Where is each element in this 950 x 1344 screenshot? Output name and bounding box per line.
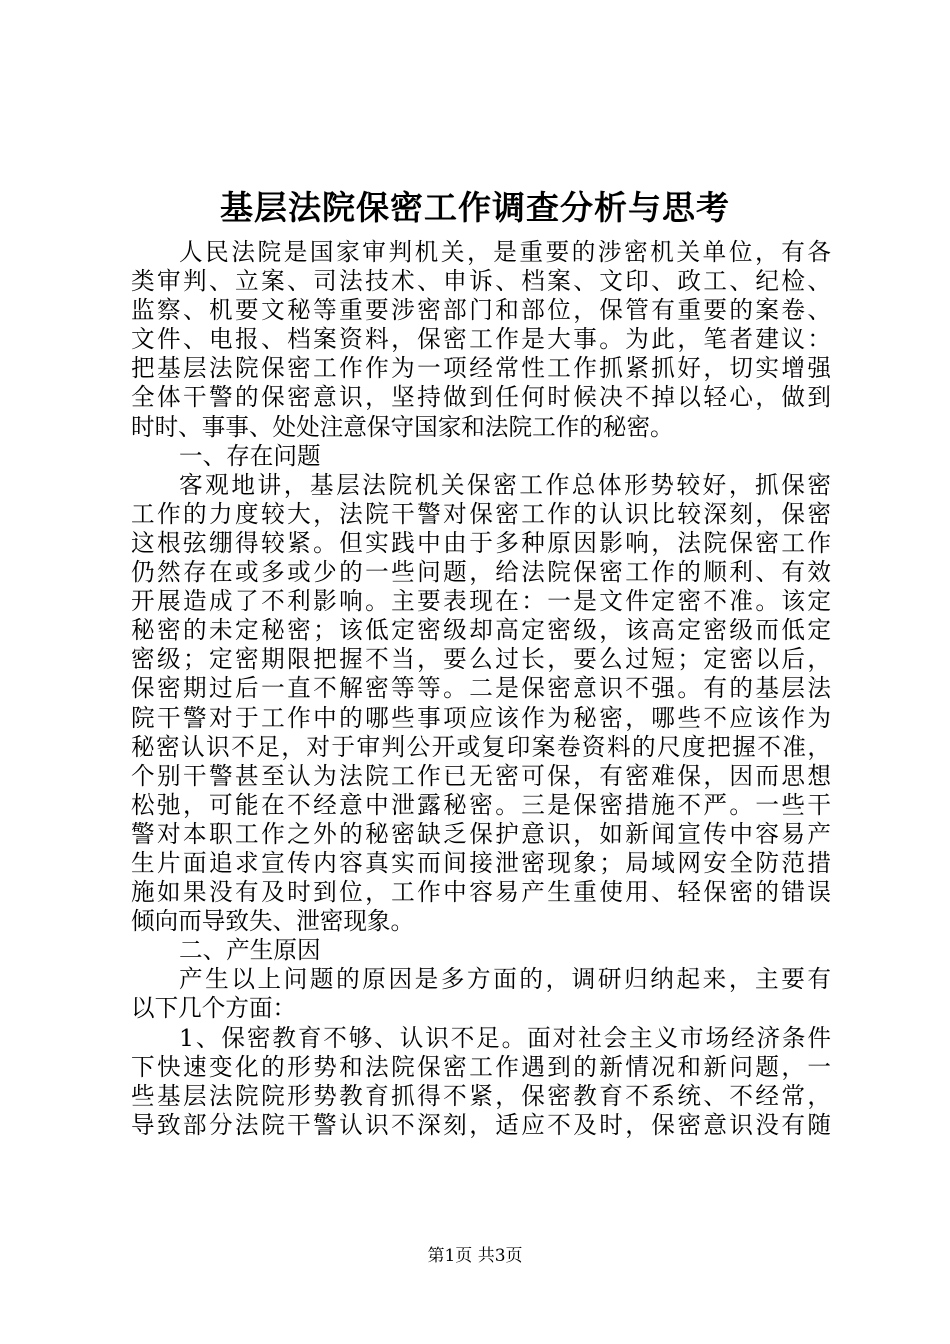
body-line: 监察、机要文秘等重要涉密部门和部位，保管有重要的案卷、 xyxy=(131,296,831,325)
body-line: 秘密认识不足，对于审判公开或复印案卷资料的尺度把握不准， xyxy=(131,732,831,761)
body-line: 些基层法院院形势教育抓得不紧，保密教育不系统、不经常， xyxy=(131,1081,831,1110)
body-line: 生片面追求宣传内容真实而间接泄密现象；局域网安全防范措 xyxy=(131,848,831,877)
body-line: 产生以上问题的原因是多方面的，调研归纳起来，主要有 xyxy=(179,965,831,994)
body-line: 文件、电报、档案资料，保密工作是大事。为此，笔者建议： xyxy=(131,325,831,354)
body-line: 个别干警甚至认为法院工作已无密可保，有密难保，因而思想 xyxy=(131,761,831,790)
body-line: 导致部分法院干警认识不深刻，适应不及时，保密意识没有随 xyxy=(131,1110,831,1139)
body-line: 工作的力度较大，法院干警对保密工作的认识比较深刻，保密 xyxy=(131,499,831,528)
page-number-footer: 第1页 共3页 xyxy=(427,1246,523,1266)
body-line: 时时、事事、处处注意保守国家和法院工作的秘密。 xyxy=(131,412,674,441)
body-line: 施如果没有及时到位，工作中容易产生重使用、轻保密的错误 xyxy=(131,878,831,907)
section-heading: 二、产生原因 xyxy=(179,936,321,965)
body-line: 仍然存在或多或少的一些问题，给法院保密工作的顺利、有效 xyxy=(131,558,831,587)
body-line: 这根弦绷得较紧。但实践中由于多种原因影响，法院保密工作 xyxy=(131,528,831,557)
body-line: 秘密的未定秘密；该低定密级却高定密级，该高定密级而低定 xyxy=(131,616,831,645)
document-title: 基层法院保密工作调查分析与思考 xyxy=(220,188,730,227)
body-line: 类审判、立案、司法技术、申诉、档案、文印、政工、纪检、 xyxy=(131,267,831,296)
body-line: 客观地讲，基层法院机关保密工作总体形势较好，抓保密 xyxy=(179,470,831,499)
body-line: 人民法院是国家审判机关，是重要的涉密机关单位，有各 xyxy=(179,238,831,266)
body-line: 警对本职工作之外的秘密缺乏保护意识，如新闻宣传中容易产 xyxy=(131,819,831,848)
body-line: 院干警对于工作中的哪些事项应该作为秘密，哪些不应该作为 xyxy=(131,703,831,732)
body-line: 下快速变化的形势和法院保密工作遇到的新情况和新问题，一 xyxy=(131,1052,831,1081)
body-line: 松弛，可能在不经意中泄露秘密。三是保密措施不严。一些干 xyxy=(131,790,831,819)
document-body xyxy=(131,238,831,1140)
body-line: 全体干警的保密意识，坚持做到任何时候决不掉以轻心，做到 xyxy=(131,383,831,412)
body-line: 把基层法院保密工作作为一项经常性工作抓紧抓好，切实增强 xyxy=(131,354,831,383)
body-line: 密级；定密期限把握不当，要么过长，要么过短；定密以后， xyxy=(131,645,831,674)
body-line: 倾向而导致失、泄密现象。 xyxy=(131,907,415,936)
section-heading: 一、存在问题 xyxy=(179,441,321,470)
body-line: 1、保密教育不够、认识不足。面对社会主义市场经济条件 xyxy=(179,1023,831,1052)
body-line: 保密期过后一直不解密等等。二是保密意识不强。有的基层法 xyxy=(131,674,831,703)
body-line: 开展造成了不利影响。主要表现在：一是文件定密不准。该定 xyxy=(131,587,831,616)
body-line: 以下几个方面： xyxy=(131,994,297,1023)
